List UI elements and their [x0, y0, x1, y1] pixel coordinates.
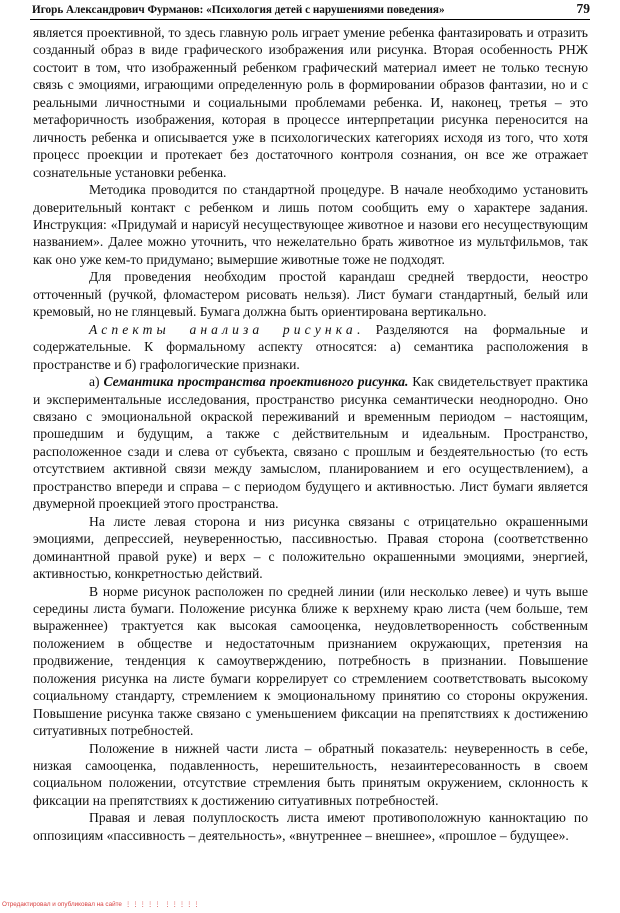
paragraph-4-text: . Разделяются на формальные и содержательные. К формальному аспекту относятся: а) семантика расположения в пространстве и б) графологические признаки. [33, 321, 588, 372]
running-title: Игорь Александрович Фурманов: «Психология детей с нарушениями поведения» [32, 4, 445, 16]
paragraph-6: На листе левая сторона и низ рисунка связаны с отрицательно окрашенными эмоциями, депрессией, неуверенностью, пассивностью. Правая сторона (соответственно доминантной правой руке) и верх – с положительно окрашенными эмоциями, энергией, активностью, конкретностью действий. [33, 513, 588, 582]
footer-text: Отредактировал и опубликовал на сайте [2, 901, 122, 908]
page-number: 79 [576, 1, 590, 16]
list-marker: а) [89, 374, 104, 390]
footer-dots: ⋮⋮⋮⋮⋮ ⋮⋮⋮⋮⋮ [124, 901, 201, 908]
paragraph-5 [33, 373, 588, 513]
paragraph-5-text: Как свидетельствует практика и экспериментальные исследования, пространство рисунка семантически неоднородно. Оно связано с эмоциональной окраской переживаний и временным периодом – настоящим, прошедшим и будущим, а также с действительным и идеальным. Пространство, расположенное сзади и слева от субъекта, связано с прошлым и бездеятельностью (то есть отсутствием активной связи между замыслом, планированием и его осуществлением), а пространство впереди и справа – с периодом будущего и активностью. Лист бумаги является двумерной проекцией этого пространства. [33, 374, 588, 512]
section-heading: Семантика пространства проективного рисунка. [103, 374, 409, 390]
paragraph-1: является проективной, то здесь главную роль играет умение ребенка фантазировать и отразить созданный образ в виде графического изображения или рисунка. Вторая особенность РНЖ состоит в том, что изображенный ребенком графический материал имеет не только тесную связь с эмоциями, играющими определенную роль в формировании образов фантазии, но и с реальными личностными и социальными проблемами ребенка. И, наконец, третья – это метафоричность изображения, которая в процессе интерпретации рисунка переносится на личность ребенка и описывается уже в психологических категориях исходя из того, что хотя процесс проекции и протекает без достаточного контроля сознания, он все же отражает сознательные установки ребенка. [33, 25, 588, 180]
publisher-footer [2, 901, 201, 908]
paragraph-7: В норме рисунок расположен по средней линии (или несколько левее) и чуть выше середины листа бумаги. Положение рисунка ближе к верхнему краю листа (чем больше, тем выраженнее) трактуется как высокая самооценка, неудовлетворенность собственным положением в обществе и недостаточным признанием окружающих, претензия на продвижение, тенденция к самоутверждению, потребность в признании. Повышение положения рисунка на листе бумаги коррелирует со стремлением соответствовать высокому социальному стандарту, стремлением к эмоциональному принятию со стороны окружения. Повышение рисунка также связано с уменьшением фиксации на препятствиях к достижению ситуативных потребностей. [33, 583, 588, 739]
spaced-heading: Аспекты анализа рисунка [89, 321, 357, 337]
paragraph-4 [33, 321, 588, 373]
page-body [33, 24, 588, 844]
paragraph-2: Методика проводится по стандартной процедуре. В начале необходимо установить доверительный контакт с ребенком и лишь потом сообщить ему о характере задания. Инструкция: «Придумай и нарисуй несуществующее животное и назови его несуществующим названием». Далее можно уточнить, что нежелательно брать животное из мультфильмов, так как оно уже кем-то придумано; вымершие животные тоже не подходят. [33, 182, 588, 267]
paragraph-3: Для проведения необходим простой карандаш средней твердости, неостро отточенный (ручкой, фломастером рисовать нельзя). Лист бумаги стандартный, белый или кремовый, но не глянцевый. Бумага должна быть ориентирована вертикально. [33, 269, 588, 320]
page-header [30, 3, 590, 20]
paragraph-9: Правая и левая полуплоскость листа имеют противоположную канноктацию по оппозициям «пассивность – деятельность», «внутреннее – внешнее», «прошлое – будущее». [33, 810, 588, 843]
paragraph-8: Положение в нижней части листа – обратный показатель: неуверенность в себе, низкая самооценка, подавленность, нерешительность, незаинтересованность в своем социальном положении, отсутствие стремления быть принятым окружением, склонность к фиксации на препятствиях к достижению ситуативных потребностей. [33, 740, 588, 808]
